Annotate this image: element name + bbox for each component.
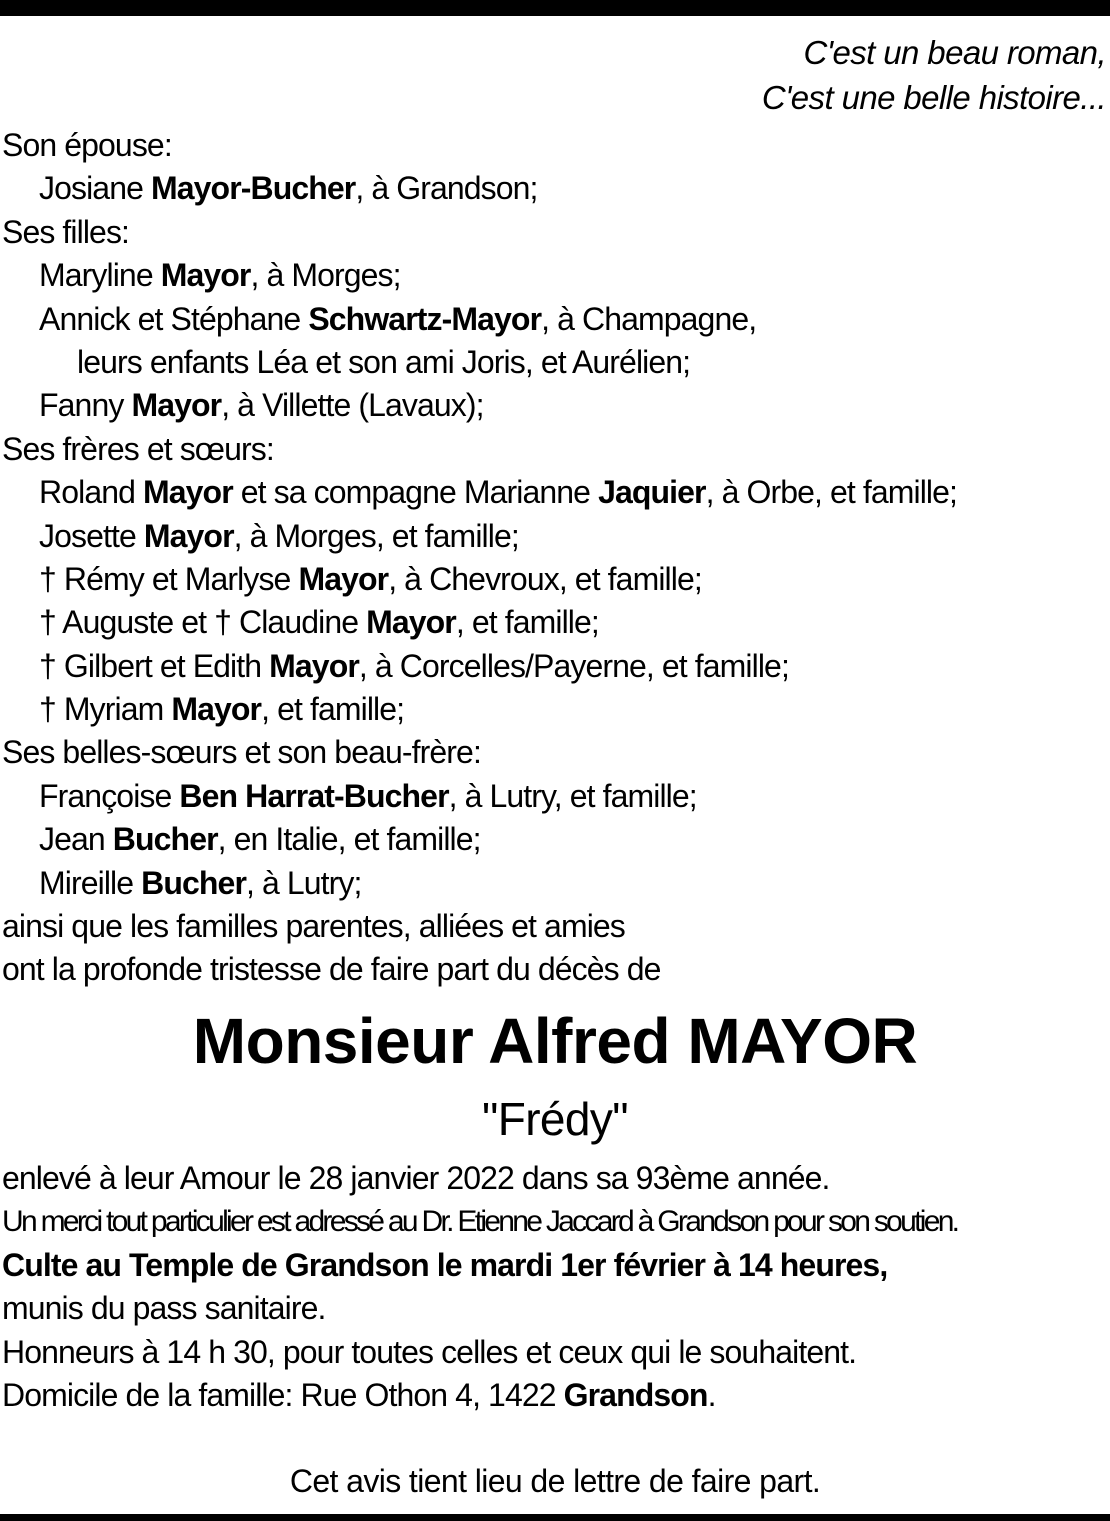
family-line — [2, 298, 1106, 341]
family-line-text: Françoise — [39, 777, 180, 814]
family-line-text: leurs enfants Léa et son ami Joris, et Aurélien; — [77, 343, 691, 380]
thanks-line: Un merci tout particulier est adressé au Dr. Etienne Jaccard à Grandson pour son soutien. — [2, 1205, 958, 1239]
family-line — [2, 688, 1106, 731]
family-line — [2, 515, 1106, 558]
domicile-text: . — [707, 1376, 716, 1413]
family-line-text: , en Italie, et famille; — [217, 821, 481, 858]
family-line-text: Mireille — [39, 864, 142, 901]
family-name: Schwartz-Mayor — [308, 300, 542, 337]
family-line-text: , à Lutry, et famille; — [448, 777, 697, 814]
family-line-text: Josette — [39, 517, 144, 554]
family-name: Mayor — [269, 647, 359, 684]
family-line-text: † Myriam — [39, 691, 172, 728]
family-line — [2, 384, 1106, 427]
family-line — [2, 645, 1106, 688]
family-line — [2, 818, 1106, 861]
family-line-text: Ses frères et sœurs: — [2, 430, 274, 467]
family-line-text: Fanny — [39, 387, 132, 424]
family-line-text: ont la profonde tristesse de faire part du décès de — [2, 951, 661, 988]
domicile-text: Domicile de la famille: Rue Othon 4, 1422 — [2, 1376, 564, 1413]
family-name: Mayor-Bucher — [151, 170, 356, 207]
family-line — [2, 601, 1106, 644]
family-line — [2, 471, 1106, 514]
family-name: Mayor — [143, 517, 234, 554]
family-line-text: Annick et Stéphane — [39, 300, 309, 337]
family-line-text: , à Corcelles/Payerne, et famille; — [358, 647, 789, 684]
family-line-text: Roland — [39, 474, 143, 511]
family-line-text: , et famille; — [455, 604, 599, 641]
family-name: Mayor — [366, 604, 456, 641]
family-line-text: , à Morges, et famille; — [233, 517, 519, 554]
bottom-rule — [0, 1514, 1110, 1521]
closing-text — [2, 1157, 1108, 1417]
family-line-text: , et famille; — [261, 691, 405, 728]
family-line-text: , à Morges; — [250, 257, 401, 294]
family-name: Jaquier — [598, 474, 706, 511]
family-line-text: ainsi que les familles parentes, alliées et amies — [2, 908, 625, 945]
family-line-text: et sa compagne Marianne — [232, 474, 599, 511]
family-line-text: Jean — [39, 821, 113, 858]
family-name: Bucher — [112, 821, 218, 858]
family-name: Bucher — [141, 864, 246, 901]
pass-line: munis du pass sanitaire. — [2, 1290, 326, 1327]
domicile-town: Grandson — [563, 1376, 708, 1413]
top-rule — [0, 0, 1110, 16]
family-line-text: Maryline — [39, 257, 161, 294]
family-line — [2, 254, 1106, 297]
domicile-line — [2, 1374, 1108, 1417]
family-name: Mayor — [171, 691, 262, 728]
family-name: Mayor — [143, 474, 233, 511]
family-line-text: † Gilbert et Edith — [39, 647, 270, 684]
footer-note: Cet avis tient lieu de lettre de faire part. — [289, 1463, 821, 1499]
deceased-name: Monsieur Alfred MAYOR — [192, 1005, 918, 1077]
family-line — [2, 428, 1106, 471]
epigraph — [762, 30, 1106, 120]
family-line-text: , à Grandson; — [355, 170, 538, 207]
family-name: Mayor — [160, 257, 251, 294]
family-line — [2, 558, 1106, 601]
family-line-text: , à Chevroux, et famille; — [388, 560, 702, 597]
service-line: Culte au Temple de Grandson le mardi 1er février à 14 heures, — [2, 1246, 888, 1283]
family-list — [2, 124, 1106, 992]
family-line — [2, 167, 1106, 210]
family-line-text: Josiane — [39, 170, 151, 207]
family-line-text: † Auguste et † Claudine — [39, 604, 367, 641]
family-line — [2, 124, 1106, 167]
honours-line: Honneurs à 14 h 30, pour toutes celles et ceux qui le souhaitent. — [2, 1333, 857, 1370]
family-line — [2, 341, 1106, 384]
family-line — [2, 211, 1106, 254]
family-line — [2, 905, 1106, 948]
family-name: Mayor — [298, 560, 389, 597]
epigraph-line: C'est un beau roman, — [803, 34, 1106, 71]
family-line — [2, 775, 1106, 818]
deceased-nickname: "Frédy" — [481, 1093, 629, 1145]
family-line — [2, 731, 1106, 774]
family-line-text: , à Lutry; — [246, 864, 362, 901]
family-line-text: , à Orbe, et famille; — [705, 474, 958, 511]
family-line-text: Ses belles-sœurs et son beau-frère: — [2, 734, 481, 771]
family-name: Mayor — [131, 387, 222, 424]
epigraph-line: C'est une belle histoire... — [761, 79, 1106, 116]
passing-line: enlevé à leur Amour le 28 janvier 2022 dans sa 93ème année. — [2, 1160, 830, 1196]
family-line-text: † Rémy et Marlyse — [39, 560, 299, 597]
family-name: Ben Harrat-Bucher — [179, 777, 449, 814]
family-line — [2, 948, 1106, 991]
family-line-text: , à Champagne, — [541, 300, 757, 337]
family-line — [2, 862, 1106, 905]
family-line-text: , à Villette (Lavaux); — [221, 387, 484, 424]
family-line-text: Ses filles: — [2, 213, 130, 250]
family-line-text: Son épouse: — [2, 127, 172, 163]
